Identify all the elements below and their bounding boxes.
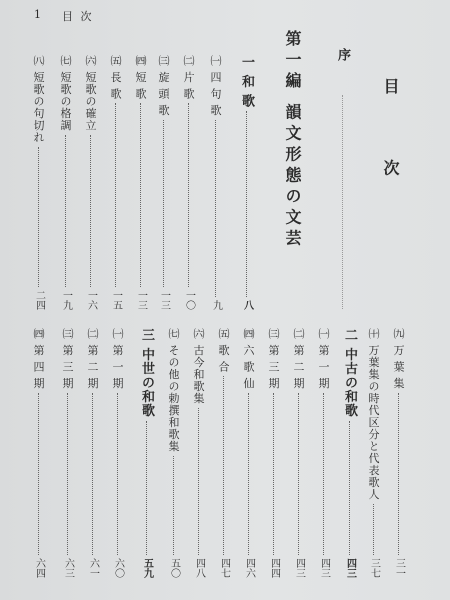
dot-leader (215, 120, 216, 298)
toc-entry-page: 一六 (85, 290, 97, 310)
dot-leader (140, 103, 141, 287)
toc-entry-page: 六三 (62, 558, 74, 578)
toc-entry-label: ㈡ 片 歌 (182, 55, 195, 100)
toc-entry-label: ㈩ 万葉集の時代区分と代表歌人 (367, 328, 380, 501)
toc-entry-page: 一〇 (183, 290, 195, 310)
toc-entry-label: ㈧ 短歌の句切れ (32, 55, 45, 144)
dot-leader (349, 421, 350, 555)
toc-entry (33, 55, 44, 310)
toc-entry-label: 三 中世の和歌 (139, 328, 154, 418)
dot-leader (323, 393, 324, 556)
toc-entry (268, 328, 279, 578)
header-title: 目 次 (62, 10, 94, 23)
toc-entry (62, 328, 73, 578)
toc-entry-page: 四八 (193, 558, 205, 578)
dot-leader (246, 111, 247, 297)
toc-entry (110, 55, 121, 310)
dot-leader (117, 393, 118, 556)
toc-entry-page: 四六 (243, 558, 255, 578)
toc-entry-page: 四三 (318, 558, 330, 578)
toc-entry-page: 三一 (393, 558, 405, 578)
toc-entry (168, 328, 179, 578)
toc-entry (393, 328, 404, 578)
toc-entry-label: ㈢ 旋 頭 歌 (157, 55, 170, 117)
toc-entry (343, 328, 356, 578)
dot-leader (65, 135, 66, 288)
toc-entry-label: ㈣ 短 歌 (134, 55, 147, 100)
toc-entry-label: ㈥ 短歌の確立 (84, 55, 97, 132)
toc-entry (183, 55, 194, 310)
toc-entry-label: ㈦ 短歌の格調 (59, 55, 72, 132)
toc-entry (318, 328, 329, 578)
toc-entry-page: 四三 (293, 558, 305, 578)
toc-entry-label: ㈨ 万 葉 集 (392, 328, 405, 390)
dot-leader (163, 120, 164, 288)
toc-entry-label: ㈡ 第 二 期 (86, 328, 99, 390)
part-heading: 第一編 韻文形態の文芸 (283, 30, 302, 251)
toc-entry-page: 九 (210, 300, 222, 310)
toc-entry-page: 一三 (158, 290, 170, 310)
toc-entry (193, 328, 204, 578)
toc-entry (293, 328, 304, 578)
toc-entry (33, 328, 44, 578)
toc-entry-label: ㈢ 第 三 期 (267, 328, 280, 390)
toc-entry-page: 五九 (141, 558, 153, 578)
toc-entry-label: ㈣ 第 四 期 (32, 328, 45, 390)
toc-entry-page: 六一 (87, 558, 99, 578)
toc-entry (87, 328, 98, 578)
toc-entry (85, 55, 96, 310)
toc-entry-label: ㈠ 第 一 期 (317, 328, 330, 390)
toc-entry (240, 55, 253, 310)
toc-entry-page: 二四 (33, 290, 45, 310)
dot-leader (188, 103, 189, 287)
toc-entry-page: 六〇 (112, 558, 124, 578)
toc-entry-label: ㈥ 古今和歌集 (192, 328, 205, 405)
dot-leader (373, 504, 374, 556)
dot-leader (198, 408, 199, 556)
toc-entry-page: 四三 (344, 558, 356, 578)
toc-entry (368, 328, 379, 578)
toc-entry-label: ㈤ 長 歌 (109, 55, 122, 100)
toc-entry-page: 一五 (110, 290, 122, 310)
toc-entry (243, 328, 254, 578)
toc-entry-label: ㈡ 第 二 期 (292, 328, 305, 390)
toc-entry-page: 五〇 (168, 558, 180, 578)
dot-leader (223, 376, 224, 555)
dot-leader (115, 103, 116, 287)
dot-leader (92, 393, 93, 556)
toc-entry-page: 六四 (33, 558, 45, 578)
toc-entry-label: ㈠ 第 一 期 (111, 328, 124, 390)
dot-leader (398, 393, 399, 556)
dot-leader (273, 393, 274, 556)
toc-entry-label: ㈤ 歌 合 (217, 328, 230, 373)
toc-entry (210, 55, 221, 310)
dot-leader (248, 393, 249, 556)
dot-leader (38, 147, 39, 288)
toc-entry-label: ㈦ その他の勅撰和歌集 (167, 328, 180, 453)
toc-entry-page: 四四 (268, 558, 280, 578)
toc-entry-label: ㈣ 六 歌 仙 (242, 328, 255, 390)
toc-entry-page: 八 (241, 300, 253, 310)
toc-entry-page: 一三 (135, 290, 147, 310)
dot-leader (146, 421, 147, 555)
header-page-number: 1 (34, 8, 43, 21)
toc-title: 目 次 (381, 78, 400, 206)
toc-entry-page: 四七 (218, 558, 230, 578)
dot-leader (173, 456, 174, 556)
toc-entry (112, 328, 123, 578)
dot-leader (67, 393, 68, 556)
dot-leader (342, 95, 343, 309)
toc-entry (60, 55, 71, 310)
preface-heading: 序 (335, 48, 350, 64)
toc-entry-label: ㈢ 第 三 期 (61, 328, 74, 390)
toc-entry-label: 二 中古の和歌 (342, 328, 357, 418)
preface-leader (342, 92, 343, 312)
toc-entry (135, 55, 146, 310)
toc-entry-page: 三七 (368, 558, 380, 578)
toc-entry-page: 一九 (60, 290, 72, 310)
toc-entry (158, 55, 169, 310)
dot-leader (298, 393, 299, 556)
toc-entry-label: ㈠ 四 句 歌 (209, 55, 222, 117)
toc-entry (140, 328, 153, 578)
toc-entry-label: 一 和 歌 (239, 55, 254, 109)
toc-entry (218, 328, 229, 578)
dot-leader (90, 135, 91, 288)
dot-leader (38, 393, 39, 556)
